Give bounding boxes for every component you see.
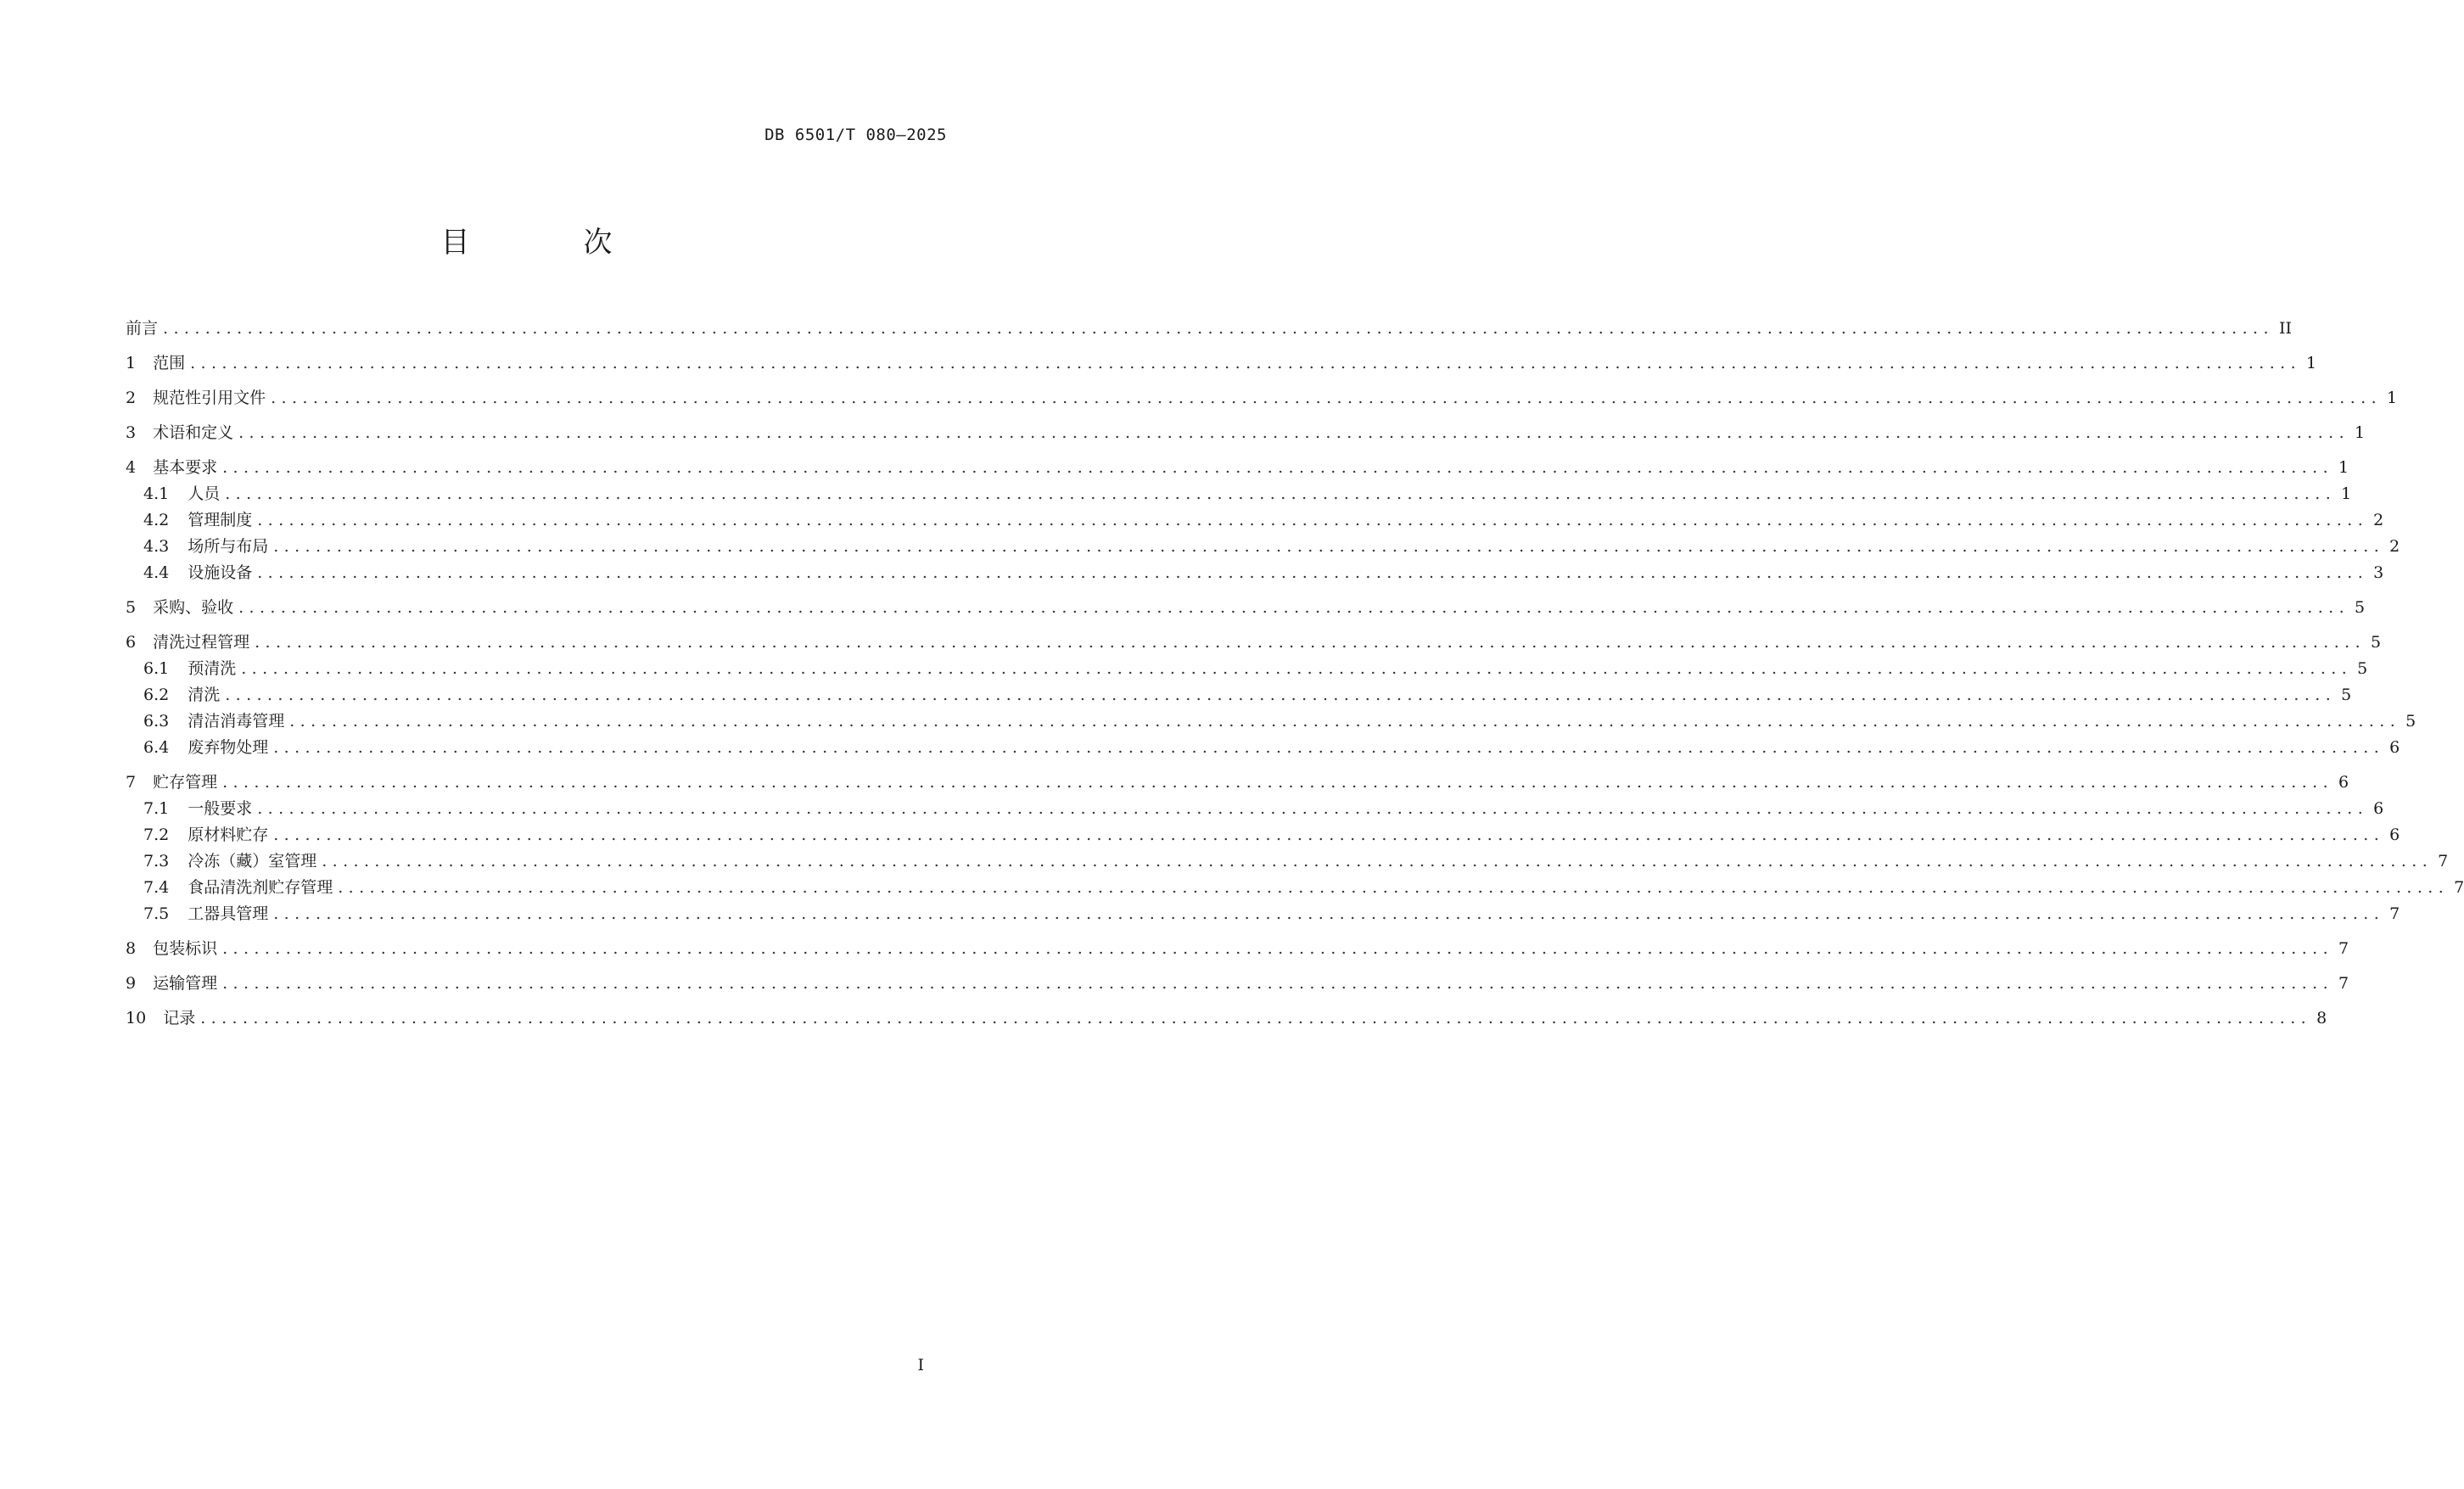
toc-entry-title: 术语和定义 (153, 423, 234, 442)
toc-entry-number: 6.3 (143, 712, 170, 731)
toc-leader-dots: ........................................................................................................................................................................................................ (222, 939, 2334, 958)
toc-entry-page: 5 (2355, 598, 2366, 617)
toc-entry-number: 4.2 (143, 511, 170, 529)
toc-leader-dots: ........................................................................................................................................................................................................ (338, 878, 2450, 897)
toc-leader-dots: ........................................................................................................................................................................................................ (200, 1009, 2312, 1027)
toc-entry-page: 1 (2338, 458, 2349, 477)
toc-entry[interactable] (126, 971, 2349, 997)
toc-entry-title: 包装标识 (153, 939, 218, 958)
toc-leader-dots: ........................................................................................................................................................................................................ (273, 826, 2385, 844)
toc-entry[interactable] (126, 936, 2349, 962)
toc-entry-page: 7 (2454, 878, 2464, 897)
toc-entry[interactable] (126, 682, 2352, 708)
toc-entry[interactable] (126, 630, 2382, 656)
toc-entry-page: 1 (2387, 389, 2398, 407)
toc-entry-number: 4 (126, 458, 137, 477)
toc-entry-page: 2 (2389, 537, 2400, 556)
toc-entry-page: 3 (2373, 563, 2384, 582)
toc-entry[interactable] (126, 316, 2292, 342)
toc-entry-number: 5 (126, 598, 137, 617)
toc-entry[interactable] (126, 735, 2400, 761)
toc-leader-dots: ........................................................................................................................................................................................................ (257, 511, 2369, 529)
toc-entry[interactable] (126, 708, 2416, 735)
toc-entry-title: 工器具管理 (188, 904, 269, 923)
toc-entry-page: 5 (2371, 633, 2382, 652)
toc-entry-title: 预清洗 (188, 659, 237, 678)
toc-entry-page: 6 (2389, 738, 2400, 757)
toc-entry[interactable] (126, 455, 2349, 481)
toc-leader-dots: ........................................................................................................................................................................................................ (273, 537, 2385, 556)
toc-entry[interactable] (126, 901, 2400, 927)
toc-entry[interactable] (126, 875, 2464, 901)
toc-leader-dots: ........................................................................................................................................................................................................ (257, 563, 2369, 582)
toc-entry-number: 8 (126, 939, 137, 958)
table-of-contents (126, 316, 2464, 1032)
toc-entry-page: 6 (2338, 773, 2349, 792)
toc-leader-dots: ........................................................................................................................................................................................................ (163, 319, 2274, 338)
toc-entry[interactable] (126, 350, 2317, 377)
toc-entry[interactable] (126, 595, 2366, 621)
toc-entry-title: 人员 (188, 484, 221, 503)
toc-entry-page: 2 (2373, 511, 2384, 529)
toc-leader-dots: ........................................................................................................................................................................................................ (255, 633, 2366, 652)
toc-entry-number: 6 (126, 633, 137, 652)
toc-leader-dots: ........................................................................................................................................................................................................ (289, 712, 2401, 731)
toc-entry-title: 贮存管理 (153, 773, 218, 792)
toc-entry-number: 7.2 (143, 826, 170, 844)
toc-entry-page: 7 (2438, 852, 2449, 870)
toc-entry-page: 1 (2341, 484, 2352, 503)
toc-entry[interactable] (126, 1005, 2327, 1032)
toc-entry[interactable] (126, 822, 2400, 848)
toc-entry-title: 记录 (163, 1009, 196, 1027)
toc-entry[interactable] (126, 507, 2384, 534)
toc-entry-page: 7 (2338, 939, 2349, 958)
toc-entry-page: 8 (2316, 1009, 2327, 1027)
toc-entry-title: 前言 (126, 319, 159, 338)
toc-leader-dots: ........................................................................................................................................................................................................ (271, 389, 2383, 407)
toc-leader-dots: ........................................................................................................................................................................................................ (257, 799, 2369, 818)
toc-entry[interactable] (126, 656, 2368, 682)
toc-leader-dots: ........................................................................................................................................................................................................ (190, 354, 2302, 372)
toc-leader-dots: ........................................................................................................................................................................................................ (225, 686, 2337, 704)
toc-leader-dots: ........................................................................................................................................................................................................ (322, 852, 2433, 870)
toc-entry[interactable] (126, 560, 2384, 586)
toc-entry-number: 4.3 (143, 537, 170, 556)
toc-entry-page: 5 (2357, 659, 2368, 678)
toc-entry-title: 管理制度 (188, 511, 253, 529)
toc-entry-page: 1 (2355, 423, 2366, 442)
toc-entry-number: 6.1 (143, 659, 170, 678)
toc-entry-number: 7.3 (143, 852, 170, 870)
toc-entry-number: 9 (126, 974, 137, 993)
toc-entry[interactable] (126, 848, 2449, 875)
toc-entry-number: 6.4 (143, 738, 170, 757)
toc-entry-number: 7 (126, 773, 137, 792)
toc-entry-number: 7.4 (143, 878, 170, 897)
toc-entry[interactable] (126, 385, 2398, 411)
toc-entry-title: 一般要求 (188, 799, 253, 818)
toc-entry-number: 3 (126, 423, 137, 442)
toc-entry-title: 原材料贮存 (188, 826, 269, 844)
toc-entry-page: 7 (2389, 904, 2400, 923)
toc-entry-number: 7.1 (143, 799, 170, 818)
toc-entry-title: 基本要求 (153, 458, 218, 477)
toc-leader-dots: ........................................................................................................................................................................................................ (222, 974, 2334, 993)
toc-leader-dots: ........................................................................................................................................................................................................ (273, 738, 2385, 757)
toc-entry[interactable] (126, 796, 2384, 822)
toc-entry-page: 1 (2306, 354, 2317, 372)
toc-entry[interactable] (126, 481, 2352, 507)
page-number: I (917, 1356, 924, 1374)
toc-entry-title: 范围 (153, 354, 186, 372)
toc-entry-title: 清洗过程管理 (153, 633, 250, 652)
toc-entry-number: 2 (126, 389, 137, 407)
toc-entry-number: 4.4 (143, 563, 170, 582)
toc-entry-title: 清洗 (188, 686, 221, 704)
toc-entry-title: 规范性引用文件 (153, 389, 266, 407)
toc-leader-dots: ........................................................................................................................................................................................................ (222, 458, 2334, 477)
toc-title: 目 次 (440, 226, 655, 260)
toc-entry-page: II (2278, 319, 2292, 338)
toc-entry-page: 7 (2338, 974, 2349, 993)
toc-entry-page: 6 (2373, 799, 2384, 818)
toc-entry-number: 1 (126, 354, 137, 372)
toc-leader-dots: ........................................................................................................................................................................................................ (225, 484, 2337, 503)
toc-leader-dots: ........................................................................................................................................................................................................ (241, 659, 2353, 678)
document-code: DB 6501/T 080—2025 (764, 126, 947, 144)
toc-entry-title: 废弃物处理 (188, 738, 269, 757)
toc-entry-number: 7.5 (143, 904, 170, 923)
toc-entry-title: 场所与布局 (188, 537, 269, 556)
toc-entry-title: 采购、验收 (153, 598, 234, 617)
toc-leader-dots: ........................................................................................................................................................................................................ (238, 598, 2350, 617)
toc-entry-title: 清洁消毒管理 (188, 712, 285, 731)
toc-leader-dots: ........................................................................................................................................................................................................ (273, 904, 2385, 923)
toc-entry-page: 5 (2341, 686, 2352, 704)
toc-entry-title: 运输管理 (153, 974, 218, 993)
toc-entry-title: 食品清洗剂贮存管理 (188, 878, 333, 897)
toc-entry-number: 4.1 (143, 484, 170, 503)
toc-entry-page: 6 (2389, 826, 2400, 844)
toc-entry-number: 6.2 (143, 686, 170, 704)
toc-entry-number: 10 (126, 1009, 147, 1027)
toc-entry[interactable] (126, 770, 2349, 796)
toc-entry-title: 设施设备 (188, 563, 253, 582)
toc-entry[interactable] (126, 534, 2400, 560)
toc-entry[interactable] (126, 420, 2366, 446)
toc-entry-page: 5 (2405, 712, 2416, 731)
toc-leader-dots: ........................................................................................................................................................................................................ (222, 773, 2334, 792)
toc-leader-dots: ........................................................................................................................................................................................................ (238, 423, 2350, 442)
toc-entry-title: 冷冻（藏）室管理 (188, 852, 317, 870)
